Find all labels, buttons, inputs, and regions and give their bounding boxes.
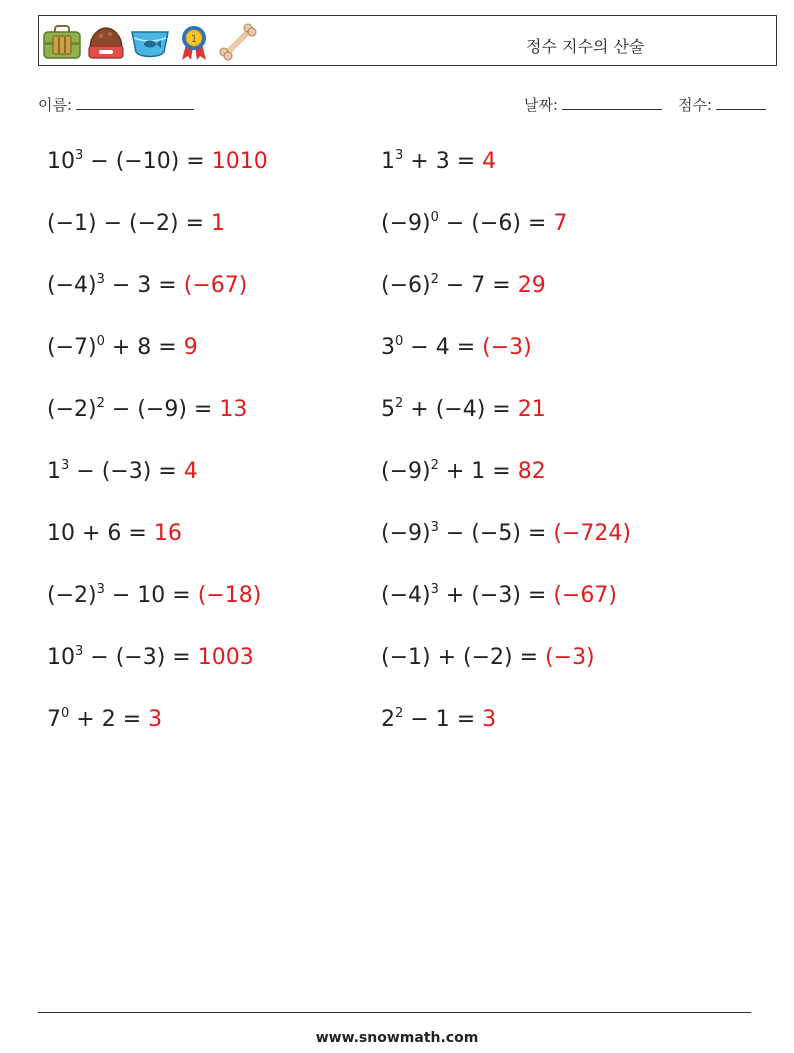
problem-base: (−2) [47, 583, 97, 608]
problem-answer: 1010 [211, 149, 268, 174]
problem-exponent: 2 [395, 396, 404, 411]
worksheet-header [38, 15, 777, 66]
problem-exponent: 2 [430, 272, 439, 287]
pet-carrier-icon [42, 22, 82, 62]
medal-ribbon-icon [174, 22, 214, 62]
problem-exponent: 3 [430, 520, 439, 535]
problem-item [381, 272, 546, 298]
problem-answer: 3 [482, 707, 497, 732]
name-blank[interactable] [76, 95, 194, 110]
name-label: 이름: [38, 96, 73, 114]
problem-item [47, 334, 198, 360]
problem-base: (−6) [381, 273, 431, 298]
problem-item [47, 644, 254, 670]
problem-answer: 9 [183, 335, 198, 360]
problem-item [47, 272, 248, 298]
problem-exponent: 3 [395, 148, 404, 163]
problem-answer: 16 [153, 521, 182, 546]
svg-text:1: 1 [190, 34, 198, 45]
footer-site: www.snowmath.com [315, 1030, 479, 1046]
problem-base: 10 + 6 = [47, 521, 154, 546]
problem-answer: 82 [517, 459, 546, 484]
problem-answer: (−18) [197, 583, 262, 608]
date-field [524, 94, 662, 115]
problem-base: 1 [47, 459, 61, 484]
problem-answer: 4 [482, 149, 497, 174]
problem-item [381, 647, 595, 669]
problem-base: 2 [381, 707, 395, 732]
dog-bed-icon [86, 22, 126, 62]
problem-operation: − (−10) = [83, 149, 212, 174]
problem-operation: − 7 = [438, 273, 518, 298]
problem-operation: + (−3) = [438, 583, 554, 608]
worksheet-title: 정수 지수의 산술 [526, 37, 645, 56]
problem-base: (−4) [381, 583, 431, 608]
problem-base: (−9) [381, 521, 431, 546]
problem-answer: 21 [517, 397, 546, 422]
problem-answer: (−724) [553, 521, 631, 546]
problem-item [381, 458, 546, 484]
problem-exponent: 0 [96, 334, 105, 349]
problem-exponent: 3 [96, 582, 105, 597]
problem-exponent: 2 [96, 396, 105, 411]
problem-exponent: 3 [96, 272, 105, 287]
problem-answer: 29 [517, 273, 546, 298]
fish-bowl-icon [130, 22, 170, 62]
problem-item [381, 210, 568, 236]
problem-operation: + 2 = [69, 707, 149, 732]
problem-answer: 1003 [197, 645, 254, 670]
problem-base: (−2) [47, 397, 97, 422]
score-label: 점수: [678, 96, 713, 114]
date-blank[interactable] [562, 95, 662, 110]
problem-operation: − (−5) = [438, 521, 554, 546]
problem-item [47, 213, 225, 235]
date-label: 날짜: [524, 96, 559, 114]
problem-item [47, 396, 248, 422]
problem-base: 5 [381, 397, 395, 422]
problem-exponent: 3 [61, 458, 70, 473]
problem-base: (−9) [381, 211, 431, 236]
problem-base: 10 [47, 149, 75, 174]
problem-exponent: 2 [395, 706, 404, 721]
problem-operation: + 8 = [104, 335, 184, 360]
problem-answer: 3 [148, 707, 163, 732]
problem-item [381, 396, 546, 422]
header-icons [42, 22, 258, 62]
problem-answer: 1 [211, 211, 226, 236]
problem-item [381, 520, 631, 546]
problem-exponent: 0 [395, 334, 404, 349]
problem-answer: 4 [183, 459, 198, 484]
problem-operation: − (−9) = [104, 397, 220, 422]
problem-operation: + 1 = [438, 459, 518, 484]
problem-answer: (−67) [553, 583, 617, 608]
problem-answer: (−67) [183, 273, 248, 298]
problem-base: (−9) [381, 459, 431, 484]
problem-operation: − 3 = [104, 273, 184, 298]
problem-item [381, 334, 532, 360]
problem-operation: − 10 = [104, 583, 198, 608]
problem-answer: (−3) [482, 335, 532, 360]
problem-item [47, 523, 182, 545]
problem-item [47, 706, 163, 732]
problem-exponent: 3 [75, 644, 84, 659]
problem-operation: − 4 = [403, 335, 483, 360]
problem-item [47, 148, 268, 174]
problem-operation: + 3 = [403, 149, 483, 174]
problem-exponent: 3 [75, 148, 84, 163]
score-field [678, 94, 766, 115]
problem-base: 3 [381, 335, 395, 360]
name-field [38, 94, 194, 115]
problem-base: (−1) − (−2) = [47, 211, 212, 236]
problem-base: (−7) [47, 335, 97, 360]
problem-exponent: 0 [61, 706, 70, 721]
problem-exponent: 0 [430, 210, 439, 225]
problem-item [381, 706, 497, 732]
problem-operation: + (−4) = [403, 397, 518, 422]
problem-base: (−4) [47, 273, 97, 298]
problem-exponent: 3 [430, 582, 439, 597]
problem-base: 1 [381, 149, 395, 174]
problem-base: 10 [47, 645, 75, 670]
score-blank[interactable] [716, 95, 766, 110]
problem-exponent: 2 [430, 458, 439, 473]
problem-answer: 7 [553, 211, 568, 236]
problem-operation: − (−3) = [69, 459, 184, 484]
bone-icon [218, 22, 258, 62]
problem-item [381, 582, 617, 608]
footer-divider [38, 1012, 751, 1013]
problem-base: 7 [47, 707, 61, 732]
problem-answer: (−3) [545, 645, 595, 670]
problem-operation: − (−3) = [83, 645, 198, 670]
problem-item [47, 582, 262, 608]
problem-item [47, 458, 198, 484]
problem-item [381, 148, 497, 174]
problem-answer: 13 [219, 397, 248, 422]
problem-base: (−1) + (−2) = [381, 645, 546, 670]
problem-operation: − 1 = [403, 707, 483, 732]
problem-operation: − (−6) = [438, 211, 554, 236]
